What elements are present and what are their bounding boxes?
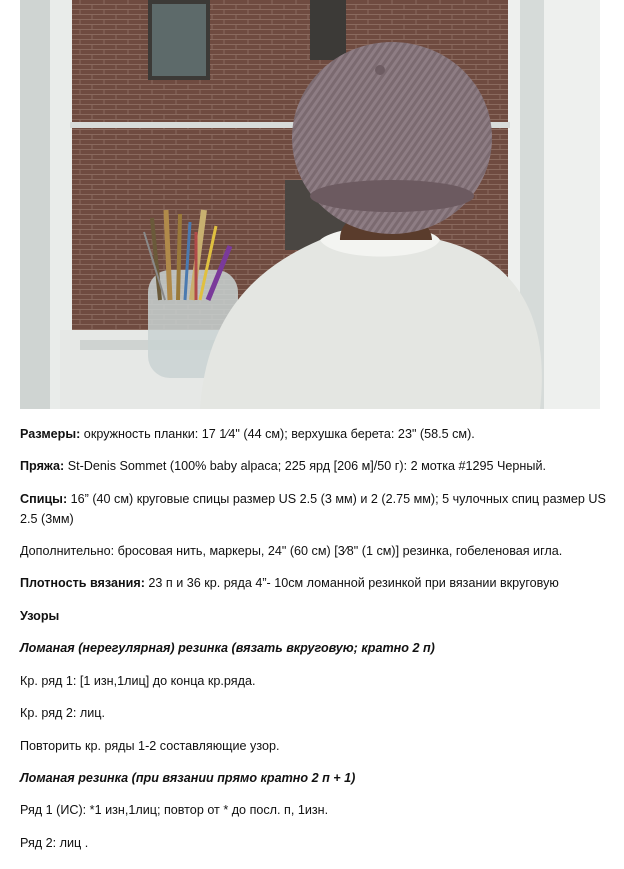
needles-label: Спицы: bbox=[20, 492, 68, 506]
photo-illustration bbox=[20, 0, 600, 409]
extras-paragraph: Дополнительно: бросовая нить, маркеры, 24" (60 см) [3⁄8" (1 см)] резинка, гобеленовая игла. bbox=[20, 544, 563, 558]
yarn-paragraph bbox=[20, 456, 614, 476]
pattern1-repeat: Повторить кр. ряды 1-2 составляющие узор. bbox=[20, 739, 280, 753]
needles-text: 16” (40 см) круговые спицы размер US 2.5 (3 мм) и 2 (2.75 мм); 5 чулочных спиц размер US 2.5 (3мм) bbox=[20, 492, 606, 526]
pattern1-row2: Кр. ряд 2: лиц. bbox=[20, 706, 105, 720]
gauge-text: 23 п и 36 кр. ряда 4”- 10см ломанной резинкой при вязании вкруговую bbox=[144, 576, 559, 590]
beret-photo bbox=[20, 0, 600, 409]
needles-paragraph bbox=[20, 489, 614, 529]
pattern2-row1: Ряд 1 (ИС): *1 изн,1лиц; повтор от * до посл. п, 1изн. bbox=[20, 803, 329, 817]
patterns-heading: Узоры bbox=[20, 609, 60, 623]
sizes-paragraph bbox=[20, 424, 614, 444]
gauge-label: Плотность вязания: bbox=[20, 576, 145, 590]
sizes-label: Размеры: bbox=[20, 427, 81, 441]
pattern2-title: Ломаная резинка (при вязании прямо кратно 2 п + 1) bbox=[20, 771, 356, 785]
yarn-label: Пряжа: bbox=[20, 459, 65, 473]
pattern2-row2: Ряд 2: лиц . bbox=[20, 836, 89, 850]
sizes-text: окружность планки: 17 1⁄4" (44 см); верхушка берета: 23" (58.5 см). bbox=[80, 427, 475, 441]
yarn-text: St-Denis Sommet (100% baby alpaca; 225 ярд [206 м]/50 г): 2 мотка #1295 Черный. bbox=[64, 459, 546, 473]
pattern1-row1: Кр. ряд 1: [1 изн,1лиц] до конца кр.ряда. bbox=[20, 674, 256, 688]
pattern1-title: Ломаная (нерегулярная) резинка (вязать вкруговую; кратно 2 п) bbox=[20, 641, 435, 655]
gauge-paragraph bbox=[20, 573, 614, 593]
